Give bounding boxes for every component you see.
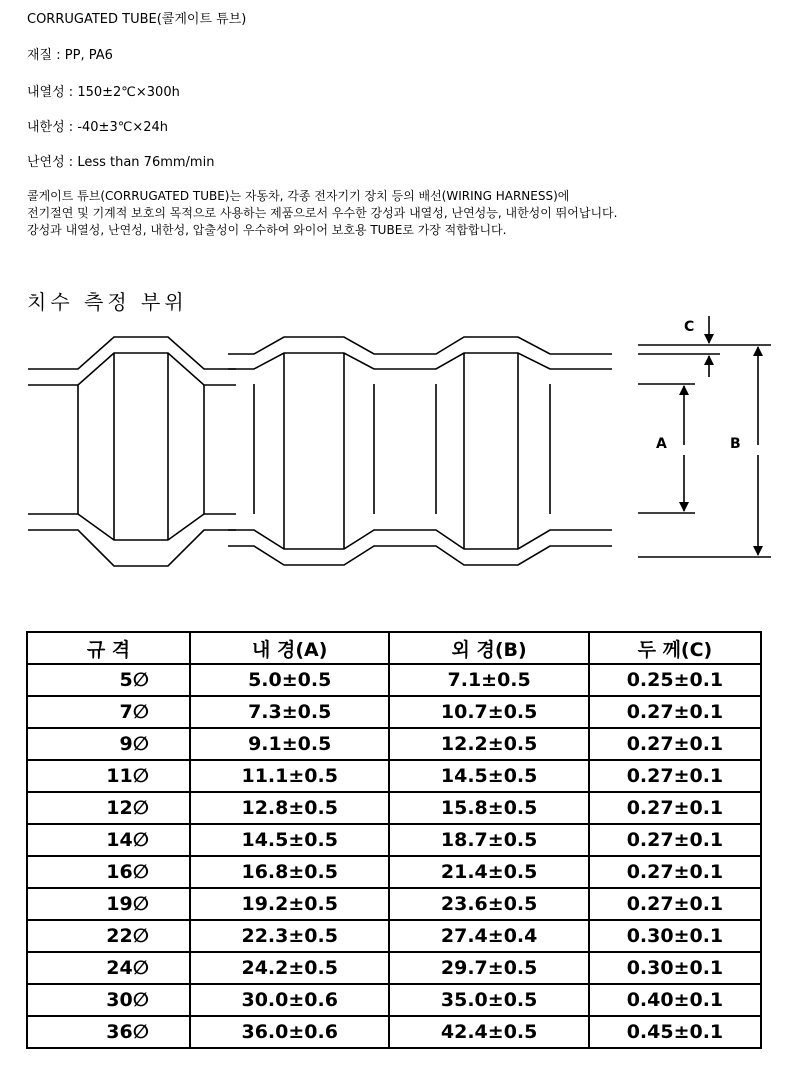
heat-resistance-line: 내열성 : 150±2℃×300h	[27, 85, 180, 100]
label-a: A	[656, 436, 667, 452]
outer-diameter-cell: 42.4±0.5	[389, 1016, 588, 1048]
tube-dimension-diagram	[0, 300, 791, 580]
table-row	[27, 792, 761, 824]
size-cell: 19∅	[27, 888, 190, 920]
thickness-cell: 0.27±0.1	[589, 888, 761, 920]
inner-diameter-cell: 16.8±0.5	[190, 856, 389, 888]
description-line: 강성과 내열성, 난연성, 내한성, 압출성이 우수하여 와이어 보호용 TUBE로 가장 적합합니다.	[27, 223, 507, 237]
header-thickness: 두 께(C)	[589, 632, 761, 664]
size-cell: 14∅	[27, 824, 190, 856]
inner-diameter-cell: 36.0±0.6	[190, 1016, 389, 1048]
inner-diameter-cell: 24.2±0.5	[190, 952, 389, 984]
outer-diameter-cell: 18.7±0.5	[389, 824, 588, 856]
thickness-cell: 0.27±0.1	[589, 824, 761, 856]
table-row	[27, 824, 761, 856]
header-outer-diameter: 외 경(B)	[389, 632, 588, 664]
outer-diameter-cell: 27.4±0.4	[389, 920, 588, 952]
thickness-cell: 0.27±0.1	[589, 856, 761, 888]
inner-diameter-cell: 5.0±0.5	[190, 664, 389, 696]
thickness-cell: 0.27±0.1	[589, 728, 761, 760]
thickness-cell: 0.45±0.1	[589, 1016, 761, 1048]
size-cell: 24∅	[27, 952, 190, 984]
description-line: 전기절연 및 기계적 보호의 목적으로 사용하는 제품으로서 우수한 강성과 내열성, 난연성능, 내한성이 뛰어납니다.	[27, 206, 618, 220]
table-row	[27, 856, 761, 888]
corrugated-tube-drawing	[28, 337, 612, 566]
outer-diameter-cell: 12.2±0.5	[389, 728, 588, 760]
size-cell: 5∅	[27, 664, 190, 696]
outer-diameter-cell: 14.5±0.5	[389, 760, 588, 792]
table-row	[27, 1016, 761, 1048]
table-row	[27, 888, 761, 920]
flame-resistance-line: 난연성 : Less than 76mm/min	[27, 155, 215, 170]
size-cell: 22∅	[27, 920, 190, 952]
size-cell: 16∅	[27, 856, 190, 888]
size-cell: 9∅	[27, 728, 190, 760]
section-title: 치수 측정 부위	[27, 290, 188, 314]
outer-diameter-cell: 35.0±0.5	[389, 984, 588, 1016]
outer-diameter-cell: 15.8±0.5	[389, 792, 588, 824]
inner-diameter-cell: 12.8±0.5	[190, 792, 389, 824]
thickness-cell: 0.30±0.1	[589, 952, 761, 984]
table-row	[27, 664, 761, 696]
thickness-cell: 0.27±0.1	[589, 696, 761, 728]
size-cell: 7∅	[27, 696, 190, 728]
label-b: B	[730, 436, 741, 452]
outer-diameter-cell: 7.1±0.5	[389, 664, 588, 696]
table-row	[27, 696, 761, 728]
description-paragraph	[27, 188, 617, 239]
inner-diameter-cell: 7.3±0.5	[190, 696, 389, 728]
inner-diameter-cell: 30.0±0.6	[190, 984, 389, 1016]
table-row	[27, 920, 761, 952]
inner-diameter-cell: 19.2±0.5	[190, 888, 389, 920]
size-cell: 36∅	[27, 1016, 190, 1048]
size-cell: 11∅	[27, 760, 190, 792]
thickness-cell: 0.27±0.1	[589, 760, 761, 792]
table-row	[27, 728, 761, 760]
thickness-cell: 0.27±0.1	[589, 792, 761, 824]
table-row	[27, 760, 761, 792]
header-inner-diameter: 내 경(A)	[190, 632, 389, 664]
size-cell: 30∅	[27, 984, 190, 1016]
dimension-table	[26, 631, 762, 1049]
description-line: 콜게이트 튜브(CORRUGATED TUBE)는 자동차, 각종 전자기기 장치 등의 배선(WIRING HARNESS)에	[27, 189, 570, 203]
size-cell: 12∅	[27, 792, 190, 824]
cold-resistance-line: 내한성 : -40±3℃×24h	[27, 120, 168, 135]
product-title: CORRUGATED TUBE(콜게이트 튜브)	[27, 12, 247, 27]
table-row	[27, 984, 761, 1016]
thickness-cell: 0.25±0.1	[589, 664, 761, 696]
outer-diameter-cell: 21.4±0.5	[389, 856, 588, 888]
inner-diameter-cell: 22.3±0.5	[190, 920, 389, 952]
inner-diameter-cell: 14.5±0.5	[190, 824, 389, 856]
thickness-cell: 0.40±0.1	[589, 984, 761, 1016]
outer-diameter-cell: 23.6±0.5	[389, 888, 588, 920]
inner-diameter-cell: 11.1±0.5	[190, 760, 389, 792]
thickness-cell: 0.30±0.1	[589, 920, 761, 952]
table-header-row	[27, 632, 761, 664]
inner-diameter-cell: 9.1±0.5	[190, 728, 389, 760]
header-size: 규 격	[27, 632, 190, 664]
label-c: C	[684, 319, 695, 335]
outer-diameter-cell: 29.7±0.5	[389, 952, 588, 984]
material-line: 재질 : PP, PA6	[27, 48, 113, 63]
outer-diameter-cell: 10.7±0.5	[389, 696, 588, 728]
table-row	[27, 952, 761, 984]
